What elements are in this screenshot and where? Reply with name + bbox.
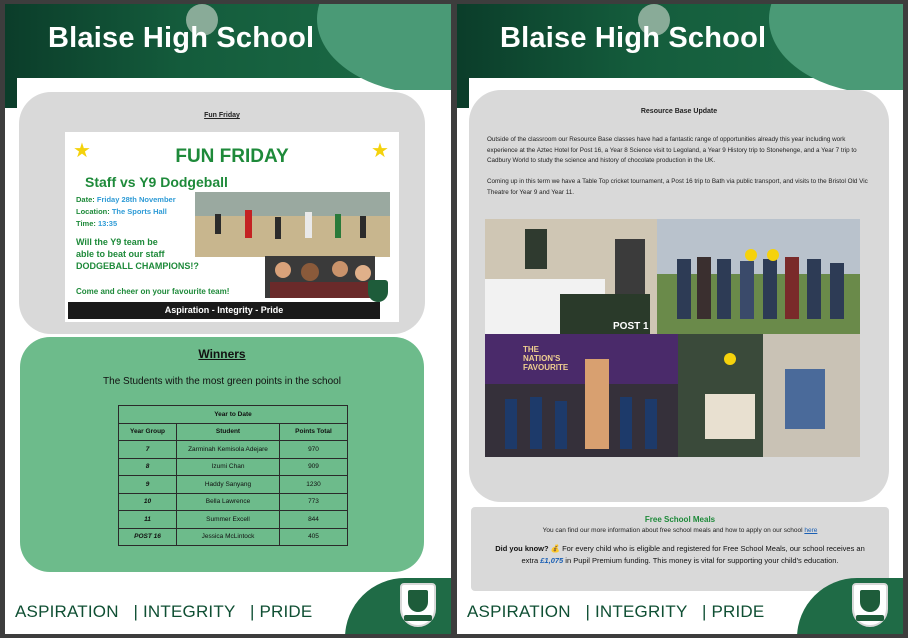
school-title: Blaise High School [48,22,315,54]
star-icon: ★ [73,140,91,162]
question-line: Will the Y9 team be [76,237,158,247]
student-cell: Bella Lawrence [177,493,280,511]
year-cell: POST 16 [119,528,177,546]
sign-text: NATION'S [523,354,561,363]
fsm-did-you-know [491,543,869,567]
sign-text: THE [523,345,539,354]
resource-base-heading: Resource Base Update [640,108,718,115]
poster-time [76,219,117,228]
points-cell: 405 [280,528,348,546]
newsletter-page-right [457,4,903,634]
side-stripe [457,78,469,108]
column-header: Student [177,423,280,441]
date-value: Friday 28th November [96,195,176,204]
did-you-know-label: Did you know? [495,544,549,553]
fsm-body-text: in Pupil Premium funding. This money is vital for supporting your child’s education. [563,556,839,565]
year-cell: 8 [119,458,177,476]
table-row [119,511,348,529]
winners-intro: The Students with the most green points in the school [103,376,341,387]
shirt-text: POST 1 [613,321,649,332]
fsm-title: Free School Meals [644,515,716,524]
trips-photo-collage [485,219,860,457]
sign-text: FAVOURITE [523,363,569,372]
newsletter-page-left [5,4,451,634]
page-footer [5,598,451,634]
question-line: able to beat our staff [76,249,165,259]
school-title: Blaise High School [500,22,767,54]
dodgeball-photo [195,192,390,257]
table-row [119,476,348,494]
poster-subtitle: Staff vs Y9 Dodgeball [85,174,228,190]
student-cell: Izumi Chan [177,458,280,476]
poster-date [76,195,176,204]
table-caption-row [119,406,348,424]
resource-base-paragraph: Coming up in this term we have a Table Top cricket tournament, a Post 16 trip to Bath via public transport, and visits to the Bristol Old Vic Theatre for Year 9 and Year 11. [487,178,868,196]
fun-friday-heading: Fun Friday [204,112,240,119]
fun-friday-poster [65,132,399,322]
student-cell: Jessica McLintock [177,528,280,546]
school-crest-icon [368,280,388,302]
poster-cheer: Come and cheer on your favourite team! [76,287,230,296]
school-crest-icon [400,583,436,627]
page-footer [457,598,903,634]
table-row [119,528,348,546]
date-label: Date: [76,195,95,204]
table-header-row [119,423,348,441]
players-photo [265,256,375,298]
points-cell: 909 [280,458,348,476]
free-school-meals-box [471,507,889,591]
location-value: The Sports Hall [111,207,167,216]
footer-values: ASPIRATION | INTEGRITY | PRIDE [15,602,313,621]
poster-location [76,207,167,216]
fsm-body-text: For every child who is eligible and registered for Free School Meals, our school receives an extra [521,544,865,565]
table-row [119,493,348,511]
fsm-info-line [471,527,889,534]
student-cell: Summer Excell [177,511,280,529]
fsm-here-link[interactable]: here [804,527,818,534]
school-crest-icon [852,583,888,627]
page-header [5,4,451,90]
side-stripe [5,78,17,108]
poster-question [76,236,199,272]
collage-photos [485,219,860,457]
fsm-info-text: You can find our more information about free school meals and how to apply on our school [542,527,805,534]
points-cell: 773 [280,493,348,511]
poster-title: FUN FRIDAY [175,146,289,167]
column-header: Year Group [119,423,177,441]
question-line: DODGEBALL CHAMPIONS!? [76,261,199,271]
page-header [457,4,903,90]
poster-values-bar: Aspiration - Integrity - Pride [68,302,380,319]
location-label: Location: [76,207,110,216]
table-caption: Year to Date [119,406,348,424]
student-cell: Haddy Sanyang [177,476,280,494]
star-icon: ★ [371,140,389,162]
resource-base-paragraph: Outside of the classroom our Resource Base classes have had a fantastic range of opportunities already this year including work experience at the Aztec Hotel for Post 16, a Year 8 Science visit to Legoland, a Year 9 History trip to Stonehenge, and a Year 7 trip to Cadbury World to study the science and history of chocolate production in the UK. [487,136,857,164]
student-cell: Zarminah Kemisola Adejare [177,441,280,459]
column-header: Points Total [280,423,348,441]
footer-values: ASPIRATION | INTEGRITY | PRIDE [467,602,765,621]
points-cell: 844 [280,511,348,529]
time-value: 13:35 [97,219,118,228]
year-cell: 10 [119,493,177,511]
table-row [119,458,348,476]
premium-amount: £1,075 [540,556,564,565]
points-cell: 1230 [280,476,348,494]
points-table [118,405,348,546]
year-cell: 7 [119,441,177,459]
year-cell: 9 [119,476,177,494]
points-cell: 970 [280,441,348,459]
year-cell: 11 [119,511,177,529]
table-row [119,441,348,459]
time-label: Time: [76,219,96,228]
winners-section [20,337,424,572]
money-bag-icon: 💰 [550,544,561,553]
winners-title: Winners [198,347,246,361]
